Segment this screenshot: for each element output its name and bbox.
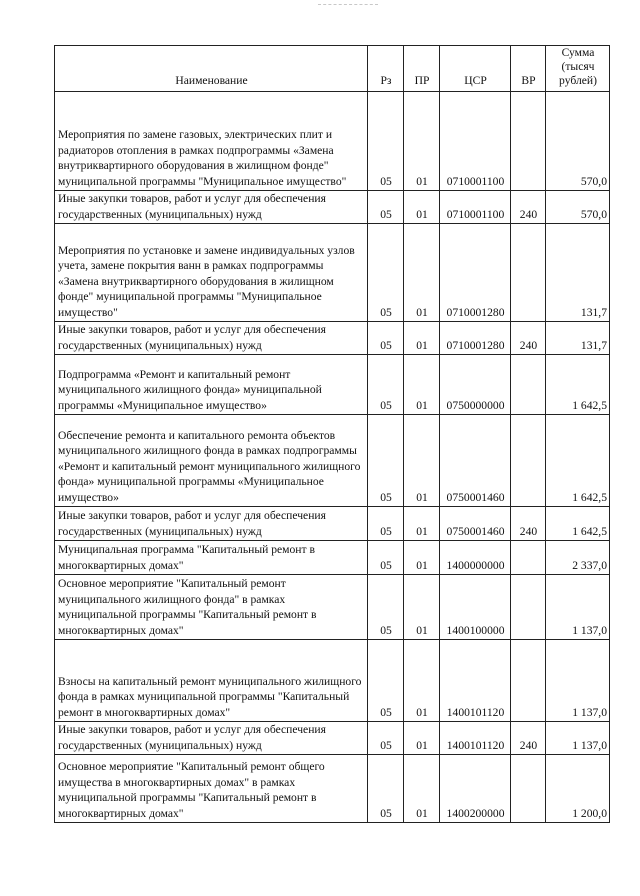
row-rz-cell: 05 [368,507,404,541]
row-rz-cell: 05 [368,415,404,507]
row-sum-cell: 1 642,5 [546,415,610,507]
table-row [55,355,610,415]
row-pr-cell: 01 [404,722,440,755]
row-sum-cell: 2 337,0 [546,541,610,575]
table-header-row [55,46,610,92]
row-name-cell: Мероприятия по установке и замене индивидуальных узлов учета, замене покрытия ванн в рамках подпрограммы «Замена внутриквартирного оборудования в жилищном фонде" муниципальной программы "Муниципальное имущество" [55,224,368,322]
row-vr-cell: 240 [511,722,546,755]
row-pr-cell: 01 [404,575,440,640]
table-row [55,322,610,355]
row-name-cell: Иные закупки товаров, работ и услуг для обеспечения государственных (муниципальных) нужд [55,322,368,355]
row-csr-cell: 0710001280 [440,224,511,322]
header-pr: ПР [404,46,440,92]
row-rz-cell: 05 [368,640,404,722]
row-vr-cell [511,575,546,640]
row-csr-cell: 1400000000 [440,541,511,575]
row-sum-cell: 1 642,5 [546,355,610,415]
row-name-cell: Иные закупки товаров, работ и услуг для обеспечения государственных (муниципальных) нужд [55,507,368,541]
row-rz-cell: 05 [368,92,404,191]
row-name-cell: Муниципальная программа "Капитальный ремонт в многоквартирных домах" [55,541,368,575]
row-csr-cell: 1400101120 [440,722,511,755]
row-pr-cell: 01 [404,507,440,541]
table-row [55,415,610,507]
row-name-cell: Основное мероприятие "Капитальный ремонт муниципального жилищного фонда" в рамках муниципальной программы "Капитальный ремонт в многоквартирных домах" [55,575,368,640]
row-name-cell: Взносы на капитальный ремонт муниципального жилищного фонда в рамках муниципальной программы "Капитальный ремонт в многоквартирных домах" [55,640,368,722]
row-vr-cell [511,755,546,823]
row-vr-cell [511,415,546,507]
row-pr-cell: 01 [404,415,440,507]
row-rz-cell: 05 [368,322,404,355]
row-name-cell: Иные закупки товаров, работ и услуг для обеспечения государственных (муниципальных) нужд [55,722,368,755]
row-sum-cell: 1 137,0 [546,640,610,722]
row-csr-cell: 0710001100 [440,92,511,191]
row-pr-cell: 01 [404,322,440,355]
row-sum-cell: 1 137,0 [546,722,610,755]
row-csr-cell: 1400101120 [440,640,511,722]
row-rz-cell: 05 [368,722,404,755]
table-row [55,640,610,722]
table-row [55,507,610,541]
row-sum-cell: 570,0 [546,92,610,191]
row-rz-cell: 05 [368,575,404,640]
row-name-cell: Обеспечение ремонта и капитального ремонта объектов муниципального жилищного фонда в рамках подпрограммы «Ремонт и капитальный ремонт муниципального жилищного фонда» муниципальной программы «Муниципальное имущество» [55,415,368,507]
row-csr-cell: 1400200000 [440,755,511,823]
row-pr-cell: 01 [404,755,440,823]
row-rz-cell: 05 [368,755,404,823]
table-row [55,92,610,191]
table-row [55,722,610,755]
row-pr-cell: 01 [404,355,440,415]
header-name: Наименование [55,46,368,92]
header-rz: Рз [368,46,404,92]
row-csr-cell: 0710001280 [440,322,511,355]
table-row [55,224,610,322]
row-vr-cell: 240 [511,507,546,541]
table-row [55,541,610,575]
row-vr-cell [511,355,546,415]
row-sum-cell: 131,7 [546,224,610,322]
table-row [55,575,610,640]
row-name-cell: Мероприятия по замене газовых, электрических плит и радиаторов отопления в рамках подпрограммы «Замена внутриквартирного оборудования в жилищном фонде" муниципальной программы "Муниципальное имущество" [55,92,368,191]
row-csr-cell: 0750000000 [440,355,511,415]
scan-artifact [318,4,378,6]
table-row [55,191,610,224]
header-csr: ЦСР [440,46,511,92]
row-name-cell: Основное мероприятие "Капитальный ремонт общего имущества в многоквартирных домах" в рамках муниципальной программы "Капитальный ремонт в многоквартирных домах" [55,755,368,823]
row-vr-cell: 240 [511,322,546,355]
row-pr-cell: 01 [404,92,440,191]
row-pr-cell: 01 [404,541,440,575]
row-rz-cell: 05 [368,224,404,322]
row-sum-cell: 1 200,0 [546,755,610,823]
row-rz-cell: 05 [368,541,404,575]
row-vr-cell [511,92,546,191]
row-pr-cell: 01 [404,640,440,722]
row-csr-cell: 0750001460 [440,415,511,507]
row-vr-cell [511,541,546,575]
row-sum-cell: 1 642,5 [546,507,610,541]
header-vr: ВР [511,46,546,92]
table-row [55,755,610,823]
row-pr-cell: 01 [404,191,440,224]
row-csr-cell: 1400100000 [440,575,511,640]
row-sum-cell: 1 137,0 [546,575,610,640]
row-csr-cell: 0710001100 [440,191,511,224]
row-rz-cell: 05 [368,355,404,415]
budget-table [54,45,610,823]
row-sum-cell: 131,7 [546,322,610,355]
row-sum-cell: 570,0 [546,191,610,224]
row-name-cell: Иные закупки товаров, работ и услуг для обеспечения государственных (муниципальных) нужд [55,191,368,224]
row-csr-cell: 0750001460 [440,507,511,541]
row-name-cell: Подпрограмма «Ремонт и капитальный ремонт муниципального жилищного фонда» муниципальной программы «Муниципальное имущество» [55,355,368,415]
row-vr-cell [511,640,546,722]
row-pr-cell: 01 [404,224,440,322]
header-sum: Сумма (тысяч рублей) [546,46,610,92]
row-vr-cell: 240 [511,191,546,224]
row-vr-cell [511,224,546,322]
row-rz-cell: 05 [368,191,404,224]
